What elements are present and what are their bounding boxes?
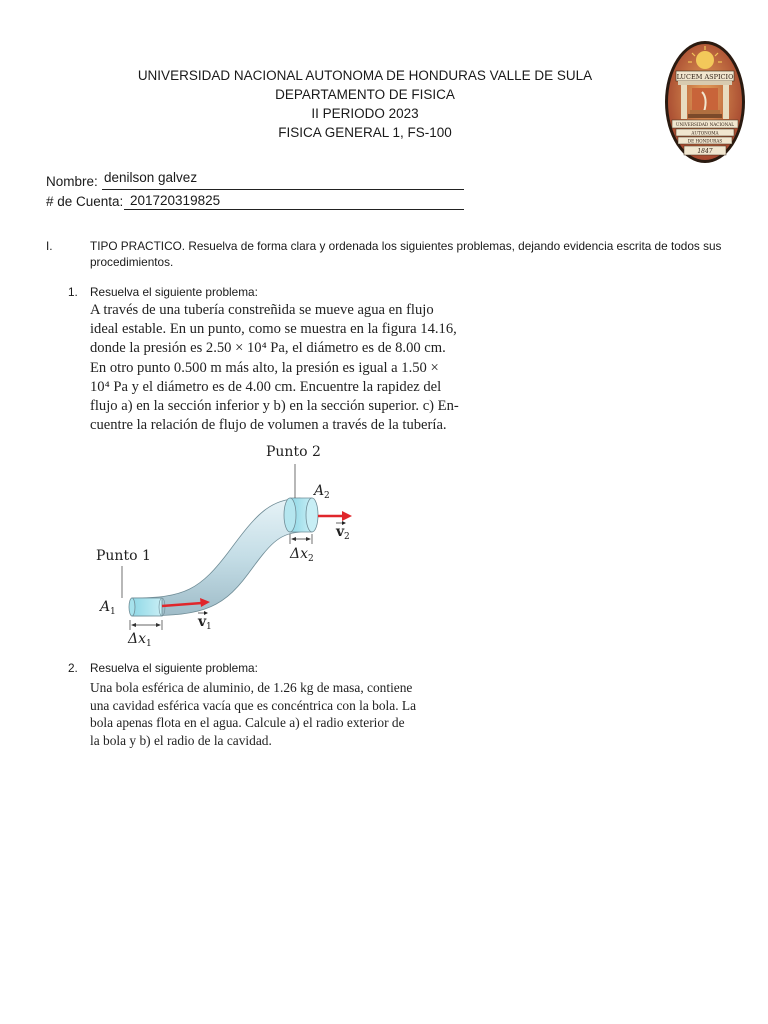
problem-line: donde la presión es 2.50 × 10⁴ Pa, el diámetro es de 8.00 cm. (90, 340, 446, 357)
problem-line: ideal estable. En un punto, como se muestra en la figura 14.16, (90, 321, 457, 338)
problem-label: Resuelva el siguiente problema: (90, 285, 258, 299)
nombre-field[interactable] (46, 170, 198, 189)
area-1-label: A (100, 599, 111, 615)
course-name: FISICA GENERAL 1, FS-100 (278, 125, 452, 140)
velocity-2-subscript: 2 (344, 532, 350, 542)
velocity-1-label: v (198, 614, 207, 630)
problem-1-statement (90, 301, 459, 435)
problem-line: 10⁴ Pa y el diámetro es de 4.00 cm. Encuentre la rapidez del (90, 378, 442, 395)
lower-section (132, 598, 162, 616)
problem-line: A través de una tubería constreñida se mueve agua en flujo (90, 302, 434, 318)
seal-ribbon-1: UNIVERSIDAD NACIONAL (675, 122, 735, 127)
nombre-underline (102, 189, 464, 190)
section-number: I. (46, 239, 53, 253)
document-header (100, 66, 630, 142)
pipe-flow-figure (90, 440, 370, 660)
seal-motto: LUCEM ASPICIO (676, 73, 734, 81)
problem-2-statement (90, 679, 416, 749)
punto-1-label: Punto 1 (96, 548, 151, 564)
problem-number: 2. (68, 661, 78, 675)
area-2-subscript: 2 (324, 491, 330, 501)
delta-x-1-subscript: 1 (146, 639, 152, 649)
seal-year: 1847 (697, 148, 713, 155)
seal-ribbon-3: DE HONDURAS (687, 138, 723, 144)
cuenta-label: # de Cuenta: (46, 194, 124, 209)
delta-x-1-label: Δx (128, 631, 147, 647)
problem-label: Resuelva el siguiente problema: (90, 661, 258, 675)
delta-x-2-label: Δx (290, 546, 309, 562)
punto-2-label: Punto 2 (266, 444, 321, 460)
problem-line: bola apenas flota en el agua. Calcule a) el radio exterior de (90, 715, 405, 730)
problem-line: En otro punto 0.500 m más alto, la presión es igual a 1.50 × (90, 359, 439, 376)
velocity-1-subscript: 1 (206, 622, 212, 632)
cuenta-value: 201720319825 (130, 193, 221, 208)
problem-number: 1. (68, 285, 78, 299)
department-name: DEPARTAMENTO DE FISICA (275, 87, 455, 102)
nombre-value: denilson galvez (104, 170, 198, 185)
nombre-label: Nombre: (46, 174, 98, 189)
cuenta-underline (124, 209, 464, 210)
problem-line: una cavidad esférica vacía que es concéntrica con la bola. La (90, 697, 417, 713)
university-seal-logo (664, 40, 746, 164)
cuenta-field[interactable] (46, 193, 221, 209)
problem-line: Una bola esférica de aluminio, de 1.26 kg de masa, contiene (90, 680, 413, 695)
problem-line: cuentre la relación de flujo de volumen a través de la tubería. (90, 417, 447, 434)
delta-x-2-subscript: 2 (308, 554, 314, 564)
seal-ribbon-2: AUTONOMA (691, 130, 719, 136)
period: II PERIODO 2023 (311, 106, 419, 121)
problem-line: flujo a) en la sección inferior y b) en la sección superior. c) En- (90, 398, 459, 415)
university-name: UNIVERSIDAD NACIONAL AUTONOMA DE HONDURAS VALLE DE SULA (137, 68, 593, 83)
problem-line: la bola y b) el radio de la cavidad. (90, 732, 272, 748)
area-2-label: A (314, 483, 325, 499)
section-instructions: TIPO PRACTICO. Resuelva de forma clara y ordenada los siguientes problemas, dejando evidencia escrita de todos sus procedimientos. (90, 239, 722, 269)
velocity-2-label: v (336, 524, 345, 540)
area-1-subscript: 1 (110, 607, 116, 617)
